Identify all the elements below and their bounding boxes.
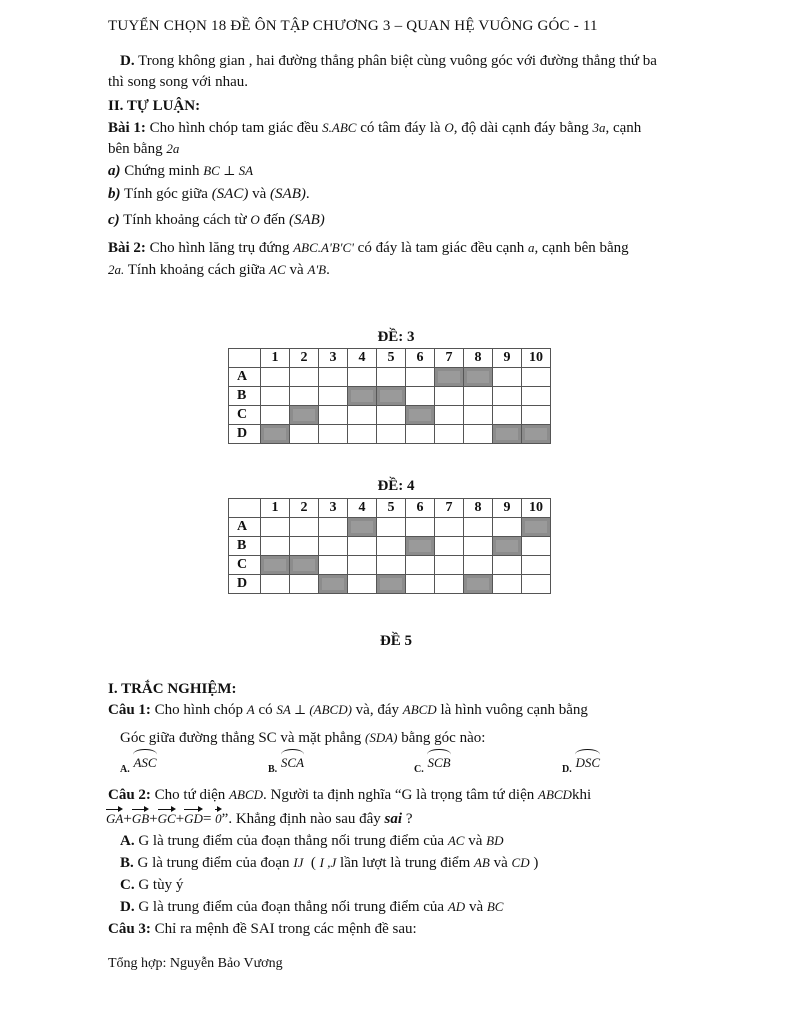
column-header: 7 — [435, 499, 464, 518]
column-header: 9 — [493, 349, 522, 368]
answer-cell — [348, 425, 377, 444]
answer-cell — [319, 556, 348, 575]
answer-cell — [522, 556, 551, 575]
column-header: 2 — [290, 499, 319, 518]
answer-cell — [406, 425, 435, 444]
answer-cell — [522, 368, 551, 387]
answer-cell — [319, 518, 348, 537]
answer-cell-filled — [522, 518, 551, 537]
answer-cell — [406, 575, 435, 594]
answer-cell — [464, 387, 493, 406]
answer-cell — [261, 387, 290, 406]
cau2-option-c[interactable]: C. G tùy ý — [120, 877, 184, 893]
answer-cell — [464, 518, 493, 537]
page-header: TUYỂN CHỌN 18 ĐỀ ÔN TẬP CHƯƠNG 3 – QUAN HỆ VUÔNG GÓC - 11 — [108, 18, 598, 34]
cau1-options — [120, 755, 640, 780]
answer-cell — [435, 556, 464, 575]
row-label: D — [229, 425, 261, 444]
answer-cell-filled — [406, 406, 435, 425]
answer-cell — [261, 537, 290, 556]
answer-cell — [319, 387, 348, 406]
column-header: 9 — [493, 499, 522, 518]
table-row — [229, 425, 551, 444]
bai1-line2: bên bằng 2a — [108, 141, 180, 157]
table-row — [229, 575, 551, 594]
prev-option-d-cont: thì song song với nhau. — [108, 74, 249, 90]
answer-cell — [261, 518, 290, 537]
row-label: C — [229, 556, 261, 575]
table-row — [229, 518, 551, 537]
answer-cell — [319, 425, 348, 444]
column-header: 6 — [406, 499, 435, 518]
answer-cell-filled — [377, 575, 406, 594]
answer-cell-filled — [348, 518, 377, 537]
answer-cell — [435, 575, 464, 594]
table-header-row — [229, 499, 551, 518]
bai2-line1: Bài 2: Cho hình lăng trụ đứng ABC.A'B'C' có đáy là tam giác đều cạnh a, cạnh bên bằng — [108, 240, 629, 256]
answer-cell — [435, 518, 464, 537]
answer-cell — [464, 537, 493, 556]
answer-cell-filled — [261, 556, 290, 575]
answer-cell-filled — [493, 425, 522, 444]
answer-table-de4 — [228, 498, 551, 594]
answer-cell — [290, 575, 319, 594]
bai1-line1: Bài 1: Cho hình chóp tam giác đều S.ABC có tâm đáy là O, độ dài cạnh đáy bằng 3a, cạnh — [108, 120, 642, 136]
cau1-option-b[interactable]: B. SCA — [268, 755, 305, 775]
answer-cell — [493, 387, 522, 406]
answer-cell — [493, 368, 522, 387]
answer-cell — [348, 537, 377, 556]
column-header: 8 — [464, 499, 493, 518]
column-header: 10 — [522, 499, 551, 518]
answer-cell-filled — [522, 425, 551, 444]
column-header: 6 — [406, 349, 435, 368]
answer-cell — [261, 575, 290, 594]
row-label: B — [229, 387, 261, 406]
table-row — [229, 368, 551, 387]
answer-cell — [348, 368, 377, 387]
answer-cell — [261, 368, 290, 387]
column-header: 1 — [261, 349, 290, 368]
answer-cell-filled — [464, 575, 493, 594]
answer-cell-filled — [464, 368, 493, 387]
answer-cell — [319, 368, 348, 387]
answer-cell — [290, 387, 319, 406]
answer-cell — [377, 406, 406, 425]
answer-cell — [406, 556, 435, 575]
answer-cell — [377, 537, 406, 556]
answer-cell — [406, 518, 435, 537]
bai1-part-a: a) Chứng minh BC ⊥ SA — [108, 163, 254, 179]
row-label: A — [229, 518, 261, 537]
answer-cell — [435, 537, 464, 556]
column-header: 2 — [290, 349, 319, 368]
table-row — [229, 406, 551, 425]
cau1-option-c[interactable]: C. SCB — [414, 755, 451, 775]
cau1-line1: Câu 1: Cho hình chóp A có SA ⊥ (ABCD) và, đáy ABCD là hình vuông cạnh bằng — [108, 702, 588, 718]
answer-cell — [290, 368, 319, 387]
answer-cell — [435, 406, 464, 425]
answer-cell — [261, 406, 290, 425]
answer-cell — [290, 537, 319, 556]
cau2-option-a[interactable]: A. G là trung điểm của đoạn thẳng nối trung điểm của AC và BD — [120, 833, 504, 849]
column-header: 7 — [435, 349, 464, 368]
answer-cell — [493, 575, 522, 594]
answer-cell — [493, 556, 522, 575]
table-corner-cell — [229, 499, 261, 518]
answer-cell — [522, 406, 551, 425]
column-header: 10 — [522, 349, 551, 368]
cau2-line1: Câu 2: Cho tứ diện ABCD. Người ta định nghĩa “G là trọng tâm tứ diện ABCDkhi — [108, 787, 592, 803]
column-header: 3 — [319, 499, 348, 518]
essay-heading: II. TỰ LUẬN: — [108, 98, 201, 114]
answer-cell-filled — [377, 387, 406, 406]
cau2-option-d[interactable]: D. G là trung điểm của đoạn thẳng nối trung điểm của AD và BC — [120, 899, 504, 915]
table-row — [229, 556, 551, 575]
column-header: 3 — [319, 349, 348, 368]
row-label: B — [229, 537, 261, 556]
answer-cell — [522, 537, 551, 556]
answer-cell — [348, 556, 377, 575]
answer-cell — [377, 368, 406, 387]
row-label: A — [229, 368, 261, 387]
bai1-part-b: b) Tính góc giữa (SAC) và (SAB). — [108, 186, 310, 202]
bai1-part-c: c) Tính khoảng cách từ O đến (SAB) — [108, 212, 325, 228]
answer-cell — [319, 537, 348, 556]
answer-cell — [290, 425, 319, 444]
answer-cell — [377, 518, 406, 537]
answer-cell-filled — [290, 406, 319, 425]
prev-option-d: D. Trong không gian , hai đường thẳng phân biệt cùng vuông góc với đường thẳng thứ ba — [120, 53, 657, 69]
row-label: C — [229, 406, 261, 425]
column-header: 4 — [348, 499, 377, 518]
mc-heading: I. TRẮC NGHIỆM: — [108, 681, 237, 697]
answer-cell-filled — [261, 425, 290, 444]
answer-cell — [464, 406, 493, 425]
table-header-row — [229, 349, 551, 368]
answer-cell — [522, 575, 551, 594]
cau1-option-a[interactable]: A. ASC — [120, 755, 157, 775]
answer-cell — [493, 518, 522, 537]
table-title-de3: ĐỀ: 3 — [377, 329, 415, 345]
column-header: 4 — [348, 349, 377, 368]
answer-cell — [377, 556, 406, 575]
cau1-option-d[interactable]: D. DSC — [562, 755, 601, 775]
answer-cell — [435, 387, 464, 406]
cau3: Câu 3: Chỉ ra mệnh đề SAI trong các mệnh đề sau: — [108, 921, 417, 937]
answer-cell — [435, 425, 464, 444]
cau2-line2: GA+GB+GC+GD= 0”. Khẳng định nào sau đây sai ? — [106, 811, 413, 827]
table-title-de4: ĐỀ: 4 — [377, 478, 415, 494]
answer-cell — [290, 518, 319, 537]
answer-cell-filled — [348, 387, 377, 406]
column-header: 8 — [464, 349, 493, 368]
answer-cell-filled — [406, 537, 435, 556]
answer-cell-filled — [435, 368, 464, 387]
answer-cell-filled — [319, 575, 348, 594]
column-header: 5 — [377, 349, 406, 368]
bai2-line2: 2a. Tính khoảng cách giữa AC và A'B. — [108, 262, 330, 278]
answer-cell — [522, 387, 551, 406]
answer-cell-filled — [493, 537, 522, 556]
cau2-option-b[interactable]: B. G là trung điểm của đoạn IJ ( I ,J lần lượt là trung điểm AB và CD ) — [120, 855, 539, 871]
de5-title: ĐỀ 5 — [379, 633, 413, 649]
column-header: 5 — [377, 499, 406, 518]
answer-cell — [377, 425, 406, 444]
row-label: D — [229, 575, 261, 594]
answer-cell — [406, 368, 435, 387]
answer-cell — [464, 556, 493, 575]
answer-cell — [319, 406, 348, 425]
table-row — [229, 537, 551, 556]
table-corner-cell — [229, 349, 261, 368]
column-header: 1 — [261, 499, 290, 518]
answer-cell — [406, 387, 435, 406]
answer-cell — [348, 575, 377, 594]
answer-table-de3 — [228, 348, 551, 444]
answer-cell — [464, 425, 493, 444]
answer-cell — [348, 406, 377, 425]
answer-cell-filled — [290, 556, 319, 575]
table-row — [229, 387, 551, 406]
answer-cell — [493, 406, 522, 425]
page-footer: Tổng hợp: Nguyễn Bảo Vương — [108, 956, 283, 971]
cau1-line2: Góc giữa đường thẳng SC và mặt phẳng (SDA) bằng góc nào: — [120, 730, 486, 746]
